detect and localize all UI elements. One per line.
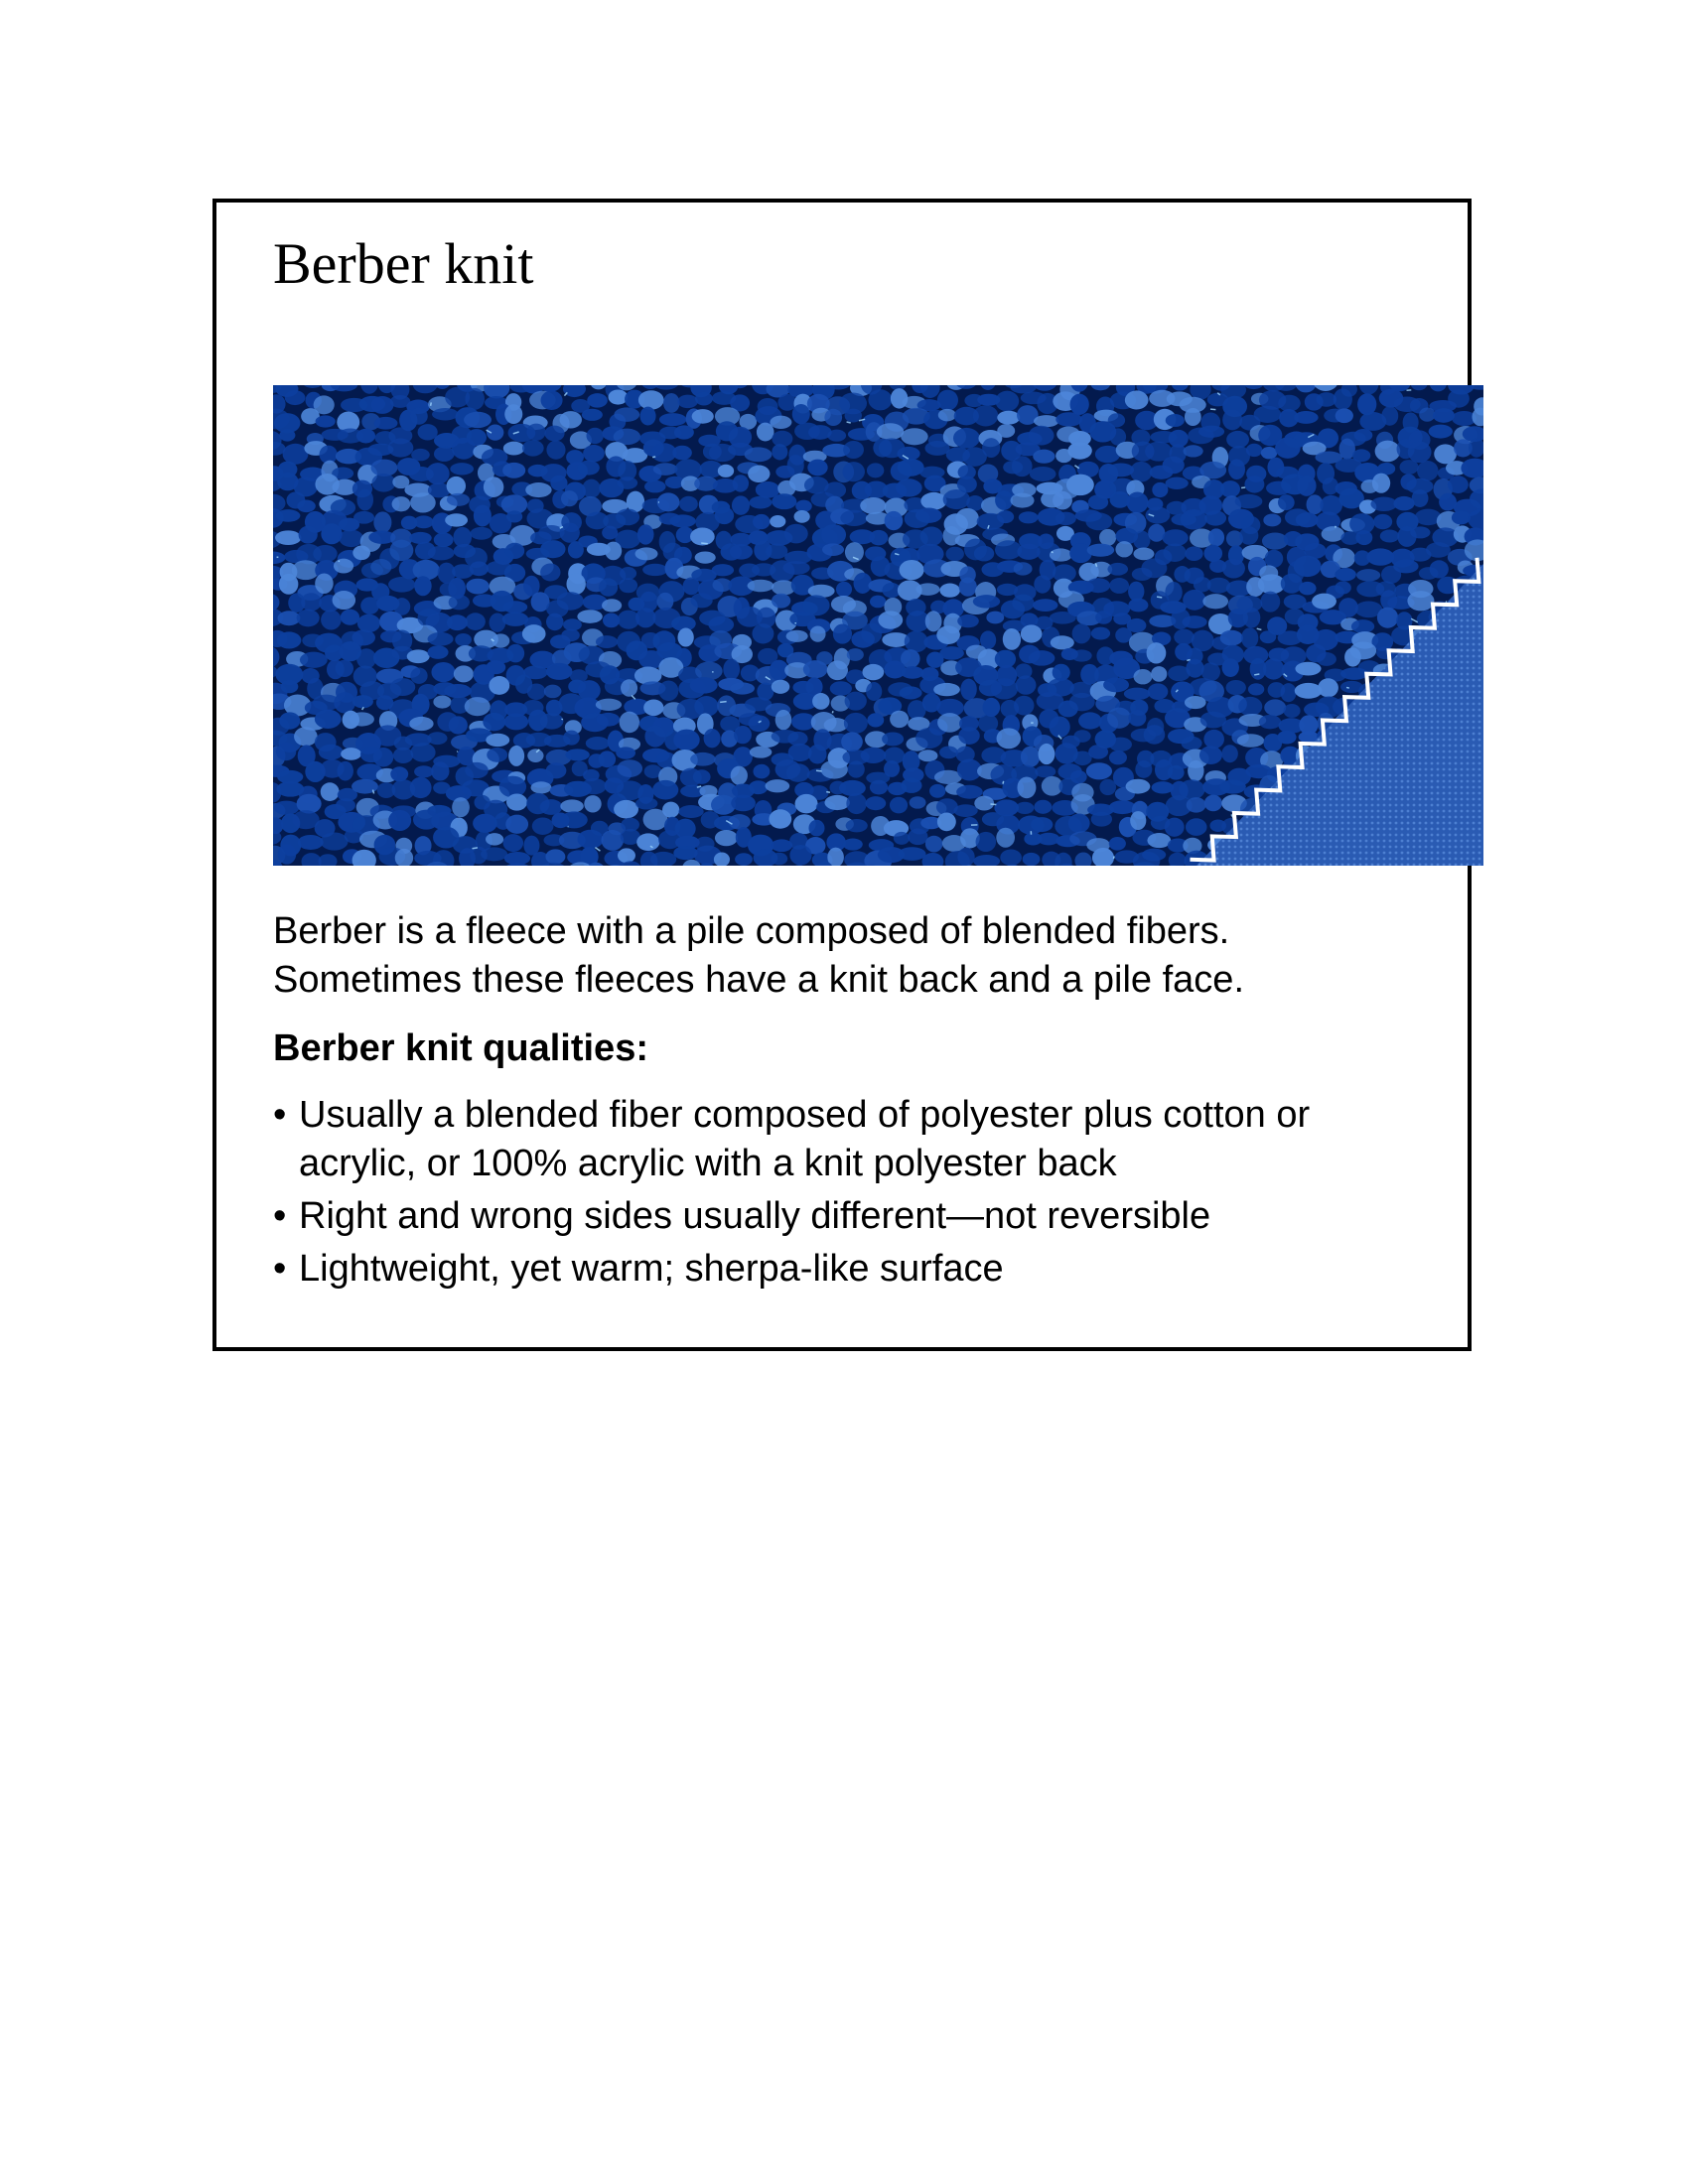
bullet: • <box>273 1195 287 1237</box>
quality-line: Usually a blended fiber composed of polyester plus cotton or <box>299 1094 1311 1136</box>
slide-title: Berber knit <box>273 231 534 296</box>
quality-item-lightweight <box>273 1245 1415 1294</box>
body-text <box>273 907 1415 1297</box>
quality-item-not-reversible <box>273 1192 1415 1241</box>
qualities-list <box>273 1091 1415 1294</box>
intro-line-1: Berber is a fleece with a pile composed of blended fibers. <box>273 910 1230 952</box>
bullet: • <box>273 1094 287 1136</box>
bullet: • <box>273 1248 287 1290</box>
qualities-heading: Berber knit qualities: <box>273 1027 648 1069</box>
intro-line-2: Sometimes these fleeces have a knit back and a pile face. <box>273 959 1244 1001</box>
quality-line: Lightweight, yet warm; sherpa-like surface <box>299 1248 1004 1290</box>
quality-item-blended-fiber <box>273 1091 1415 1188</box>
quality-line: acrylic, or 100% acrylic with a knit polyester back <box>299 1143 1117 1184</box>
berber-fleece-photo <box>273 385 1483 866</box>
quality-line: Right and wrong sides usually different—not reversible <box>299 1195 1211 1237</box>
